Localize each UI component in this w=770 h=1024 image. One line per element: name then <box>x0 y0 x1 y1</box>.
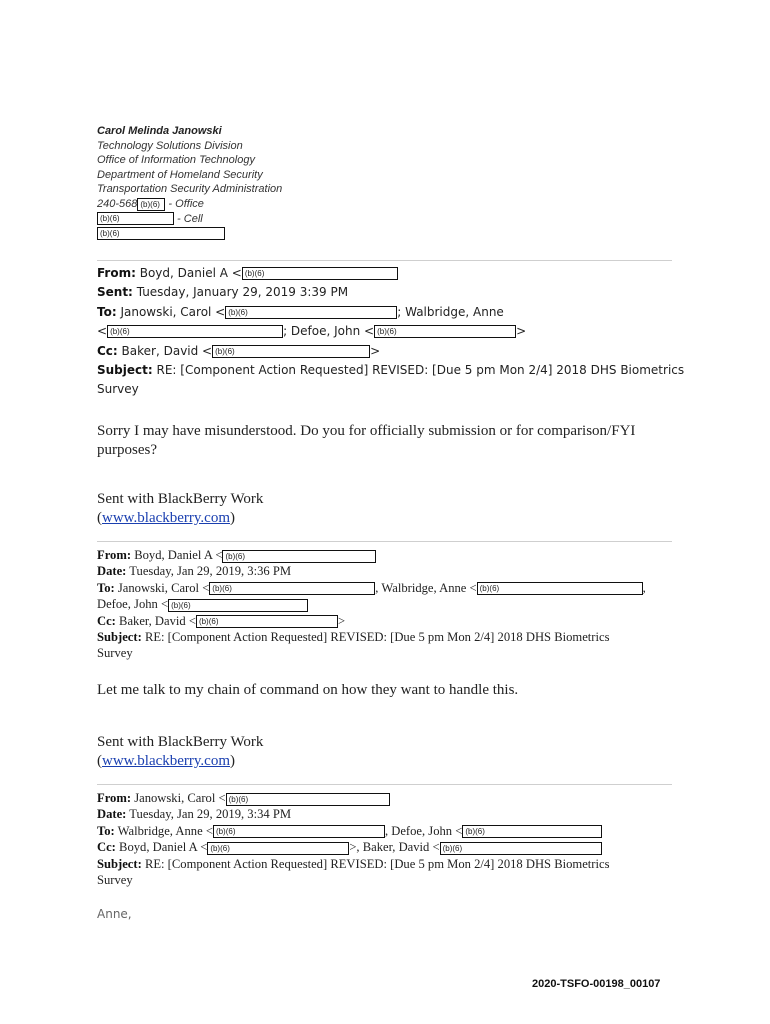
from-label: From: <box>97 266 136 280</box>
signature-block <box>97 124 282 241</box>
cc-value: Boyd, Daniel A < <box>119 840 208 855</box>
redaction-box: (b)(6) <box>107 325 283 338</box>
subject-line <box>97 361 685 380</box>
cc-line <box>97 613 687 629</box>
blackberry-link[interactable]: www.blackberry.com <box>102 753 231 769</box>
date-value: Tuesday, Jan 29, 2019, 3:34 PM <box>129 807 292 822</box>
from-label: From: <box>97 548 132 562</box>
subject-value: RE: [Component Action Requested] REVISED: [Due 5 pm Mon 2/4] 2018 DHS Biometrics <box>144 630 610 645</box>
subject-line-2: Survey <box>97 646 133 661</box>
sent-with-1 <box>97 490 263 528</box>
paren: ( <box>97 753 102 769</box>
email-header-2 <box>97 547 687 662</box>
cc-line <box>97 342 677 361</box>
from-line <box>97 547 687 563</box>
divider <box>97 541 672 542</box>
from-value: Janowski, Carol < <box>134 791 226 805</box>
email-body-2 <box>97 681 518 700</box>
subject-label: Subject: <box>97 630 142 645</box>
subject-label: Subject: <box>97 363 153 378</box>
to-line-2 <box>97 322 677 341</box>
to-line-2 <box>97 596 687 612</box>
sent-line <box>97 283 677 302</box>
redaction-box: (b)(6) <box>226 793 390 806</box>
subject-line <box>97 629 687 645</box>
divider <box>97 784 672 785</box>
date-line <box>97 806 687 822</box>
date-line <box>97 563 687 579</box>
from-line <box>97 264 677 283</box>
cc-line <box>97 839 687 855</box>
cc-label: Cc: <box>97 840 116 855</box>
signature-line: Transportation Security Administration <box>97 183 283 196</box>
to-label: To: <box>97 823 115 838</box>
redaction-box: (b)(6) <box>196 615 338 628</box>
to-label: To: <box>97 304 117 319</box>
signature-line: Technology Solutions Division <box>97 139 243 152</box>
to-value-cont: , Defoe, John < <box>384 823 463 838</box>
signature-line: Department of Homeland Security <box>97 168 263 181</box>
redaction-box: (b)(6) <box>97 227 225 240</box>
redaction-box: (b)(6) <box>207 842 349 855</box>
redaction-box: (b)(6) <box>168 599 308 612</box>
redaction-box: (b)(6) <box>222 550 376 563</box>
subject-label: Subject: <box>97 856 142 871</box>
from-value: Boyd, Daniel A < <box>139 266 242 280</box>
to-value-cont: , <box>642 580 646 595</box>
redaction-box: (b)(6) <box>213 825 385 838</box>
email-body-1 <box>97 422 635 460</box>
sent-value: Tuesday, January 29, 2019 3:39 PM <box>136 285 349 300</box>
sent-with-2 <box>97 733 263 771</box>
to-value-cont: > <box>516 324 527 339</box>
date-value: Tuesday, Jan 29, 2019, 3:36 PM <box>129 564 292 579</box>
to-value-cont: < <box>97 324 108 339</box>
cc-value-cont: > <box>337 613 346 628</box>
from-value: Boyd, Daniel A < <box>134 548 223 562</box>
signature-cell-phone <box>97 212 282 227</box>
to-value-cont: , Walbridge, Anne < <box>375 580 477 595</box>
subject-value: RE: [Component Action Requested] REVISED: [Due 5 pm Mon 2/4] 2018 DHS Biometrics <box>156 363 685 378</box>
cc-value: Baker, David < <box>119 613 196 628</box>
sent-with-text: Sent with BlackBerry Work <box>97 491 264 507</box>
cc-value: Baker, David < <box>121 343 213 358</box>
redaction-box: (b)(6) <box>440 842 602 855</box>
blackberry-link-line <box>97 509 263 528</box>
redaction-box: (b)(6) <box>137 198 165 211</box>
body-line: purposes? <box>97 442 157 458</box>
from-line <box>97 790 687 806</box>
signature-line: Office of Information Technology <box>97 154 255 167</box>
redaction-box: (b)(6) <box>242 267 398 280</box>
paren: ) <box>230 753 236 769</box>
office-label: - Office <box>165 197 204 210</box>
salutation: Anne, <box>97 907 132 921</box>
redaction-box: (b)(6) <box>97 212 174 225</box>
to-value-cont: ; Walbridge, Anne <box>397 304 504 319</box>
blackberry-link[interactable]: www.blackberry.com <box>102 510 231 526</box>
document-id: 2020-TSFO-00198_00107 <box>532 978 661 990</box>
date-label: Date: <box>97 564 127 579</box>
divider <box>97 260 672 261</box>
to-value-cont: ; Defoe, John < <box>283 324 375 339</box>
to-line <box>97 303 677 322</box>
email-header-3 <box>97 790 687 888</box>
redaction-box: (b)(6) <box>477 582 643 595</box>
body-line: Sorry I may have misunderstood. Do you for officially submission or for comparison/FYI <box>97 423 636 439</box>
redaction-box: (b)(6) <box>225 306 397 319</box>
cc-value-cont: >, Baker, David < <box>349 840 440 855</box>
cc-label: Cc: <box>97 343 118 358</box>
paren: ( <box>97 510 102 526</box>
redaction-box: (b)(6) <box>374 325 516 338</box>
date-label: Date: <box>97 807 127 822</box>
signature-office-phone <box>97 197 282 212</box>
signature-email <box>97 226 282 241</box>
subject-value: RE: [Component Action Requested] REVISED: [Due 5 pm Mon 2/4] 2018 DHS Biometrics <box>144 856 610 871</box>
to-line <box>97 823 687 839</box>
from-label: From: <box>97 791 132 805</box>
paren: ) <box>230 510 236 526</box>
redaction-box: (b)(6) <box>209 582 375 595</box>
redaction-box: (b)(6) <box>462 825 602 838</box>
blackberry-link-line <box>97 752 263 771</box>
to-label: To: <box>97 580 115 595</box>
to-value: Janowski, Carol < <box>117 580 210 595</box>
cc-value-cont: > <box>370 343 381 358</box>
office-phone-prefix: 240-568 <box>97 197 138 210</box>
sent-label: Sent: <box>97 285 133 300</box>
to-value: Walbridge, Anne < <box>117 823 213 838</box>
subject-line <box>97 856 687 872</box>
sent-with-text: Sent with BlackBerry Work <box>97 734 264 750</box>
to-value-cont: Defoe, John < <box>97 597 169 612</box>
subject-line-2: Survey <box>97 873 133 888</box>
subject-line-2: Survey <box>97 382 139 397</box>
email-header-1 <box>97 264 685 400</box>
redaction-box: (b)(6) <box>212 345 370 358</box>
cc-label: Cc: <box>97 613 116 628</box>
cell-label: - Cell <box>174 212 203 225</box>
to-value: Janowski, Carol < <box>120 304 226 319</box>
to-line <box>97 580 687 596</box>
signature-name: Carol Melinda Janowski <box>97 125 222 137</box>
body-line: Let me talk to my chain of command on how they want to handle this. <box>97 682 519 698</box>
